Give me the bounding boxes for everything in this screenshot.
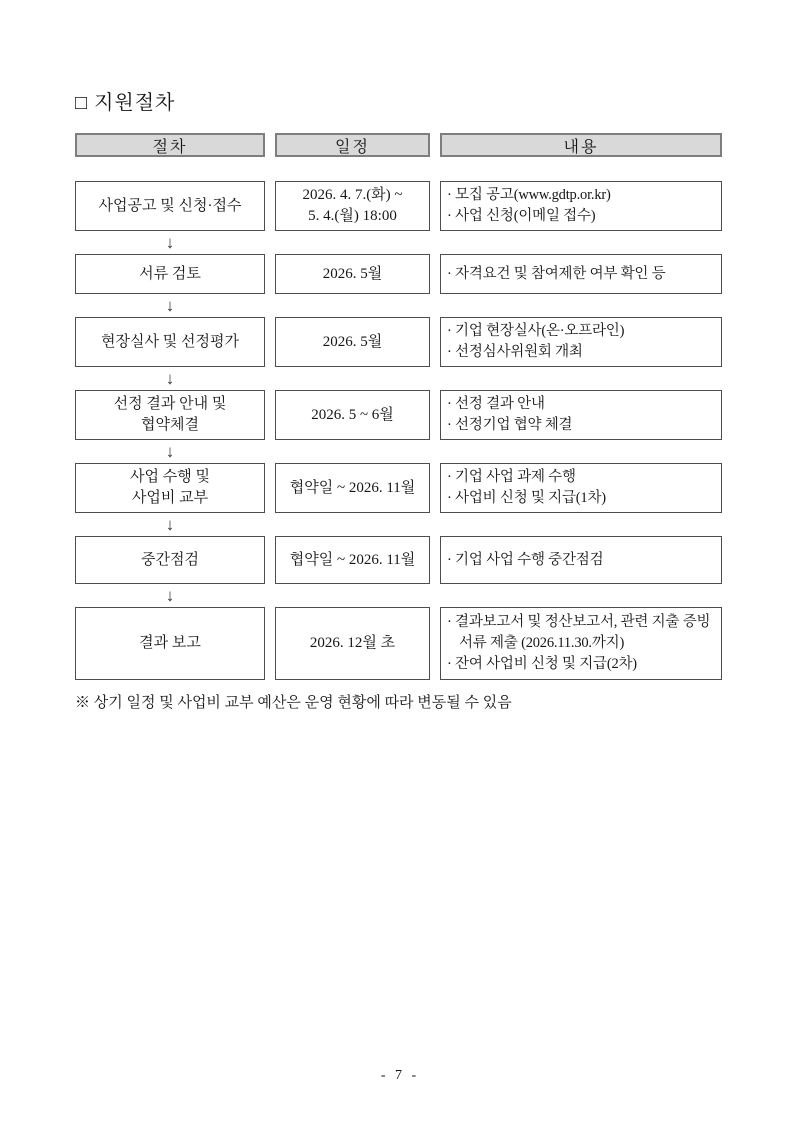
content-item: · 잔여 사업비 신청 및 지급(2차) [447,656,637,672]
section-title: □ 지원절차 [75,92,176,114]
content-cell [440,463,722,513]
schedule-cell [275,317,430,367]
schedule-line: 2026. 12월 초 [309,635,396,651]
schedule-cell [275,181,430,231]
step-cell [75,536,265,584]
schedule-line: 협약일 ~ 2026. 11월 [289,479,416,496]
procedure-row-document-review [75,254,722,294]
content-item: · 결과보고서 및 정산보고서, 관련 지출 증빙 서류 제출 (2026.11.30.까지) [447,614,711,651]
procedure-row-site-inspection [75,317,722,367]
step-line: 사업 수행 및 [130,469,210,485]
content-item: · 선정 결과 안내 [447,396,545,412]
content-cell [440,536,722,584]
content-item: · 선정심사위원회 개최 [447,344,583,360]
flow-down-arrow-icon [75,584,265,607]
flow-down-arrow-icon [75,231,265,254]
content-cell [440,607,722,680]
arrow-glyph: ↓ [165,585,175,605]
footnote: ※ 상기 일정 및 사업비 교부 예산은 운영 현황에 따라 변동될 수 있음 [75,695,512,711]
flow-down-arrow-icon [75,367,265,390]
procedure-section [75,86,722,712]
content-cell [440,390,722,440]
flow-down-arrow-icon [75,294,265,317]
schedule-line: 2026. 5월 [322,333,383,350]
content-item: · 사업 신청(이메일 접수) [447,208,596,224]
table-header-row [75,133,722,157]
schedule-line: 2026. 5 ~ 6월 [311,406,394,423]
header-content: 내용 [440,133,722,157]
content-item: · 사업비 신청 및 지급(1차) [447,490,606,506]
step-line: 사업공고 및 신청·접수 [98,197,242,214]
schedule-line: 협약일 ~ 2026. 11월 [289,551,416,568]
arrow-glyph: ↓ [165,232,175,252]
step-line: 결과 보고 [139,635,201,651]
procedure-row-selection-result [75,390,722,440]
procedure-row-announcement [75,181,722,231]
step-line: 중간점검 [141,551,199,568]
flow-down-arrow-icon [75,440,265,463]
content-cell [440,181,722,231]
step-cell [75,181,265,231]
procedure-row-project-execution [75,463,722,513]
step-line: 협약체결 [141,417,199,433]
header-schedule: 일정 [275,133,430,157]
step-cell [75,607,265,680]
arrow-glyph: ↓ [165,441,175,461]
step-line: 서류 검토 [139,265,201,282]
schedule-cell [275,254,430,294]
arrow-glyph: ↓ [165,295,175,315]
step-cell [75,463,265,513]
schedule-line: 2026. 5월 [322,265,383,282]
content-cell [440,254,722,294]
schedule-cell [275,607,430,680]
arrow-glyph: ↓ [165,368,175,388]
schedule-cell [275,536,430,584]
arrow-glyph: ↓ [165,514,175,534]
step-line: 현장실사 및 선정평가 [101,333,239,350]
step-cell [75,390,265,440]
content-item: · 모집 공고(www.gdtp.or.kr) [447,187,611,203]
schedule-line: 5. 4.(월) 18:00 [308,208,397,224]
header-step: 절차 [75,133,265,157]
content-item: · 기업 현장실사(온·오프라인) [447,323,625,339]
content-item: · 기업 사업 과제 수행 [447,469,576,485]
step-cell [75,317,265,367]
schedule-cell [275,390,430,440]
procedure-row-interim-check [75,536,722,584]
content-item: · 선정기업 협약 체결 [447,417,573,433]
content-cell [440,317,722,367]
schedule-line: 2026. 4. 7.(화) ~ [302,187,403,203]
schedule-cell [275,463,430,513]
flow-down-arrow-icon [75,513,265,536]
procedure-row-final-report [75,607,722,680]
content-item: · 자격요건 및 참여제한 여부 확인 등 [447,265,666,282]
step-line: 선정 결과 안내 및 [113,396,227,412]
step-cell [75,254,265,294]
page-number: - 7 - [380,1068,420,1083]
content-item: · 기업 사업 수행 중간점검 [447,551,604,568]
step-line: 사업비 교부 [131,490,209,506]
